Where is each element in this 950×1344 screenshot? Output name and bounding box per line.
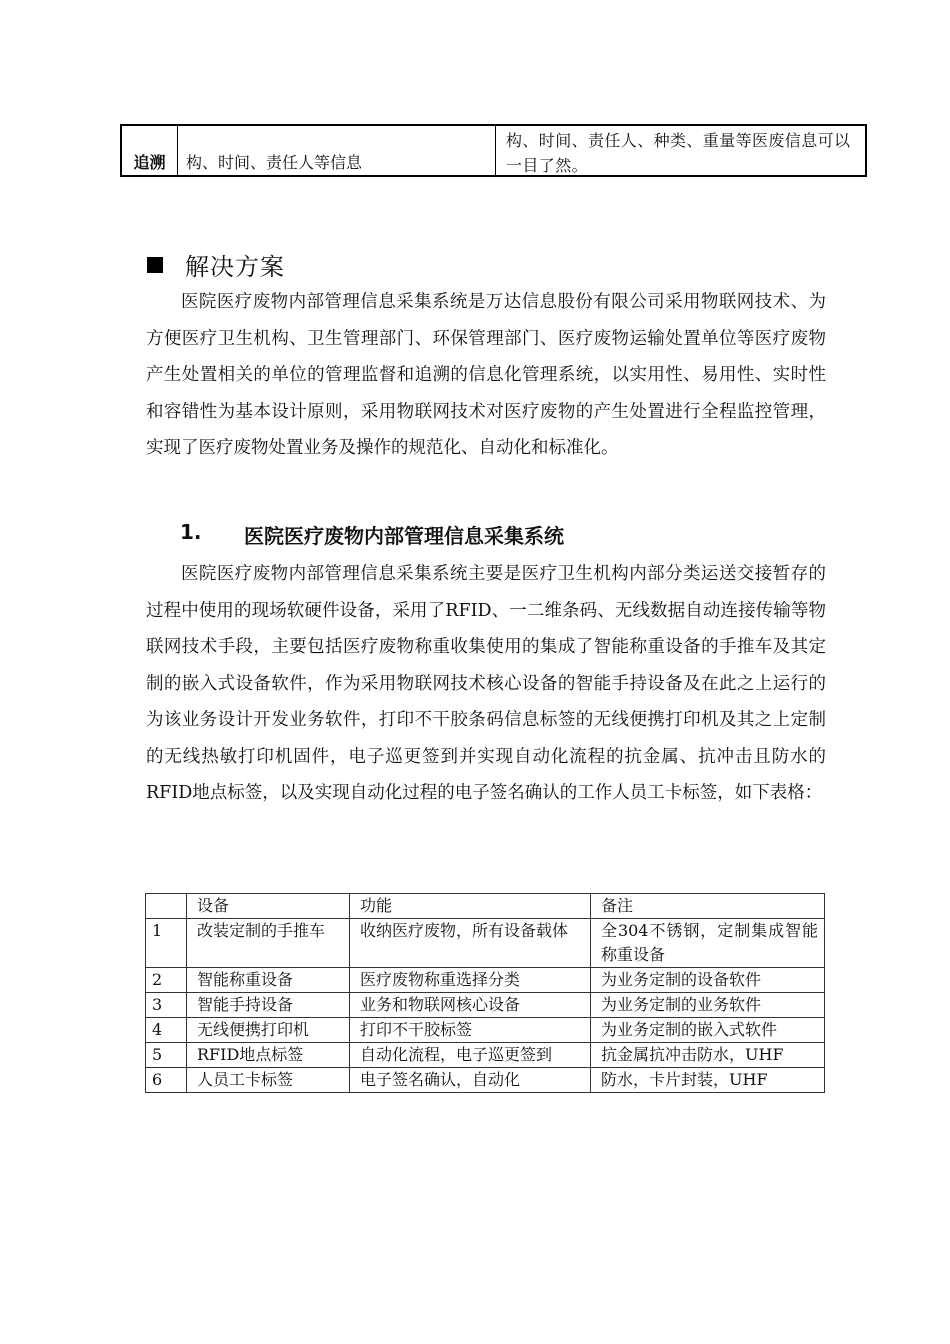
note-cell: 全304不锈钢，定制集成智能称重设备 — [591, 919, 825, 968]
trace-label: 追溯 — [122, 126, 178, 175]
row-index: 5 — [146, 1043, 187, 1068]
trace-table-row — [120, 124, 867, 177]
note-cell: 为业务定制的设备软件 — [591, 968, 825, 993]
square-bullet-icon — [147, 257, 163, 273]
section-paragraph: 医院医疗废物内部管理信息采集系统是万达信息股份有限公司采用物联网技术、为方便医疗卫生机构、卫生管理部门、环保管理部门、医疗废物运输处置单位等医疗废物产生处置相关的单位的管理监督和追溯的信息化管理系统，以实用性、易用性、实时性和容错性为基本设计原则，采用物联网技术对医疗废物的产生处置进行全程监控管理，实现了医疗废物处置业务及操作的规范化、自动化和标准化。 — [146, 292, 826, 458]
row-index: 2 — [146, 968, 187, 993]
subsection-title: 医院医疗废物内部管理信息采集系统 — [244, 524, 564, 548]
table-row — [146, 968, 825, 993]
function-cell: 收纳医疗废物，所有设备载体 — [350, 919, 591, 968]
device-cell: RFID地点标签 — [187, 1043, 350, 1068]
function-cell: 医疗废物称重选择分类 — [350, 968, 591, 993]
device-table — [145, 893, 825, 1093]
function-cell: 业务和物联网核心设备 — [350, 993, 591, 1018]
device-cell: 人员工卡标签 — [187, 1068, 350, 1093]
note-cell: 为业务定制的业务软件 — [591, 993, 825, 1018]
device-cell: 改装定制的手推车 — [187, 919, 350, 968]
subsection-number: 1. — [180, 520, 202, 544]
table-row — [146, 1018, 825, 1043]
function-cell: 自动化流程，电子巡更签到 — [350, 1043, 591, 1068]
trace-right-cell: 构、时间、责任人、种类、重量等医废信息可以一目了然。 — [506, 131, 851, 175]
note-cell: 为业务定制的嵌入式软件 — [591, 1018, 825, 1043]
note-cell: 抗金属抗冲击防水，UHF — [591, 1043, 825, 1068]
note-cell: 防水，卡片封装，UHF — [591, 1068, 825, 1093]
header-cell: 备注 — [591, 894, 825, 919]
subsection-heading — [180, 520, 564, 549]
row-index: 6 — [146, 1068, 187, 1093]
table-row — [146, 1068, 825, 1093]
subsection-paragraph: 医院医疗废物内部管理信息采集系统主要是医疗卫生机构内部分类运送交接暂存的过程中使用的现场软硬件设备，采用了RFID、一二维条码、无线数据自动连接传输等物联网技术手段，主要包括医疗废物称重收集使用的集成了智能称重设备的手推车及其定制的嵌入式设备软件，作为采用物联网技术核心设备的智能手持设备及在此之上运行的为该业务设计开发业务软件，打印不干胶条码信息标签的无线便携打印机及其之上定制的无线热敏打印机固件，电子巡更签到并实现自动化流程的抗金属、抗冲击且防水的RFID地点标签，以及实现自动化过程的电子签名确认的工作人员工卡标签，如下表格： — [146, 564, 826, 803]
trace-middle-cell: 构、时间、责任人等信息 — [178, 126, 496, 175]
table-row — [146, 919, 825, 968]
section-heading — [147, 247, 285, 282]
table-header-row — [146, 894, 825, 919]
header-cell: 功能 — [350, 894, 591, 919]
table-row — [146, 993, 825, 1018]
row-index: 3 — [146, 993, 187, 1018]
section-title: 解决方案 — [185, 253, 285, 281]
table-row — [146, 1043, 825, 1068]
header-cell — [146, 894, 187, 919]
header-cell: 设备 — [187, 894, 350, 919]
device-cell: 智能手持设备 — [187, 993, 350, 1018]
function-cell: 电子签名确认，自动化 — [350, 1068, 591, 1093]
device-cell: 智能称重设备 — [187, 968, 350, 993]
row-index: 1 — [146, 919, 187, 968]
device-cell: 无线便携打印机 — [187, 1018, 350, 1043]
function-cell: 打印不干胶标签 — [350, 1018, 591, 1043]
row-index: 4 — [146, 1018, 187, 1043]
